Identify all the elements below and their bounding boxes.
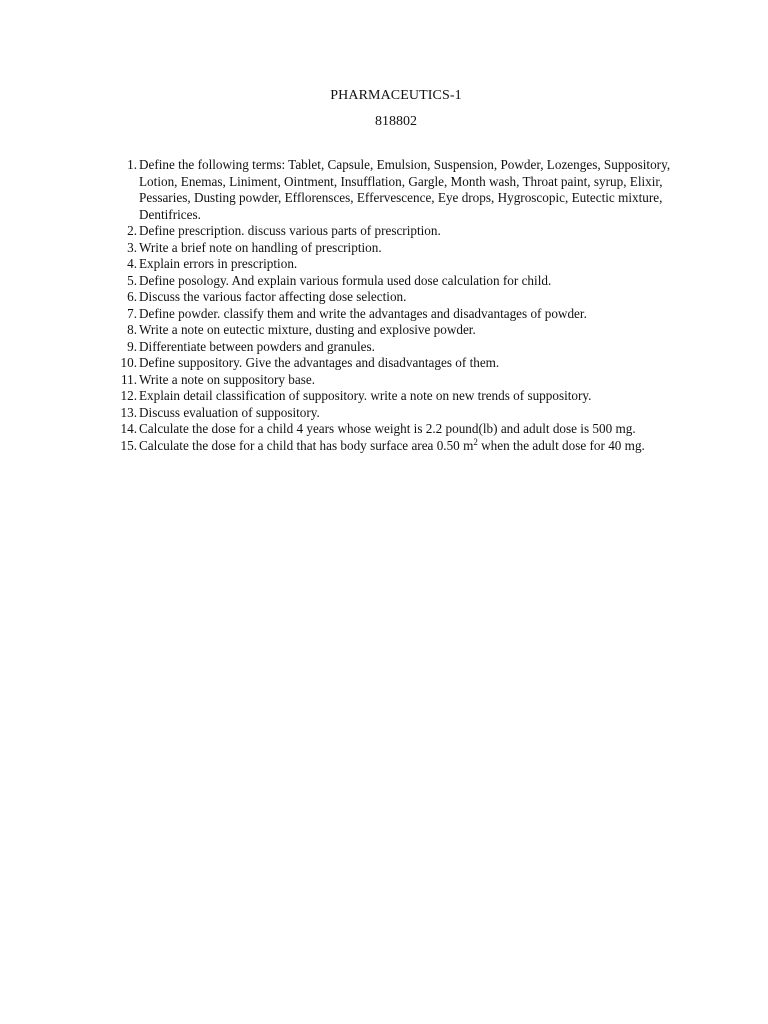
question-number: 8.	[127, 322, 137, 337]
question-item-11	[116, 372, 676, 389]
question-number: 4.	[127, 256, 137, 271]
question-number: 13.	[120, 404, 137, 420]
question-text: Differentiate between powders and granules.	[139, 338, 375, 354]
document-title: PHARMACEUTICS-1	[330, 88, 462, 103]
question-item-4	[116, 256, 676, 273]
question-text	[139, 438, 676, 455]
question-number: 14.	[120, 421, 137, 436]
question-text-before: Calculate the dose for a child that has body surface area 0.50 m	[139, 437, 474, 453]
question-number: 1.	[127, 157, 137, 172]
question-list	[116, 157, 676, 454]
question-item-13	[116, 405, 676, 422]
question-text: Explain detail classification of suppository. write a note on new trends of suppository.	[139, 388, 592, 403]
question-number: 5.	[127, 272, 137, 288]
question-item-2	[116, 223, 676, 240]
question-text: Discuss the various factor affecting dose selection.	[139, 289, 407, 304]
question-text: Define powder. classify them and write the advantages and disadvantages of powder.	[139, 305, 587, 321]
question-text: Write a brief note on handling of prescription.	[139, 239, 382, 255]
question-number: 10.	[120, 355, 137, 370]
question-item-12	[116, 388, 676, 405]
question-number: 2.	[127, 223, 137, 238]
question-item-14	[116, 421, 676, 438]
question-number: 15.	[120, 437, 137, 453]
question-number: 12.	[120, 388, 137, 403]
question-item-5	[116, 273, 676, 290]
question-number: 3.	[127, 239, 137, 255]
question-text: Discuss evaluation of suppository.	[139, 404, 320, 420]
question-text: Define posology. And explain various formula used dose calculation for child.	[139, 272, 552, 288]
question-item-15	[116, 438, 676, 455]
question-text: Define the following terms: Tablet, Capsule, Emulsion, Suspension, Powder, Lozenges, Suppository, Lotion, Enemas, Liniment, Ointment, Insufflation, Gargle, Month wash, Throat paint, syrup, Elixir, Pessaries, Dusting powder, Efflorensces, Effervescence, Eye drops, Hygroscopic, Eutectic mixture, Dentifrices.	[139, 157, 671, 222]
superscript-exponent: 2	[473, 436, 478, 447]
question-text: Write a note on suppository base.	[139, 371, 315, 387]
question-item-6	[116, 289, 676, 306]
question-text: Define suppository. Give the advantages and disadvantages of them.	[139, 355, 500, 370]
question-item-9	[116, 339, 676, 356]
question-item-3	[116, 240, 676, 257]
question-text: Explain errors in prescription.	[139, 256, 298, 271]
question-item-8	[116, 322, 676, 339]
question-number: 6.	[127, 289, 137, 304]
question-number: 7.	[127, 305, 137, 321]
question-item-1	[116, 157, 676, 223]
document-code: 818802	[375, 114, 417, 129]
question-text: Calculate the dose for a child 4 years whose weight is 2.2 pound(lb) and adult dose is 500 mg.	[139, 421, 636, 436]
question-text: Write a note on eutectic mixture, dusting and explosive powder.	[139, 322, 476, 337]
question-item-10	[116, 355, 676, 372]
question-text-after: when the adult dose for 40 mg.	[477, 437, 645, 453]
question-text: Define prescription. discuss various parts of prescription.	[139, 223, 441, 238]
question-number: 9.	[127, 338, 137, 354]
question-number: 11.	[121, 371, 137, 387]
question-item-7	[116, 306, 676, 323]
